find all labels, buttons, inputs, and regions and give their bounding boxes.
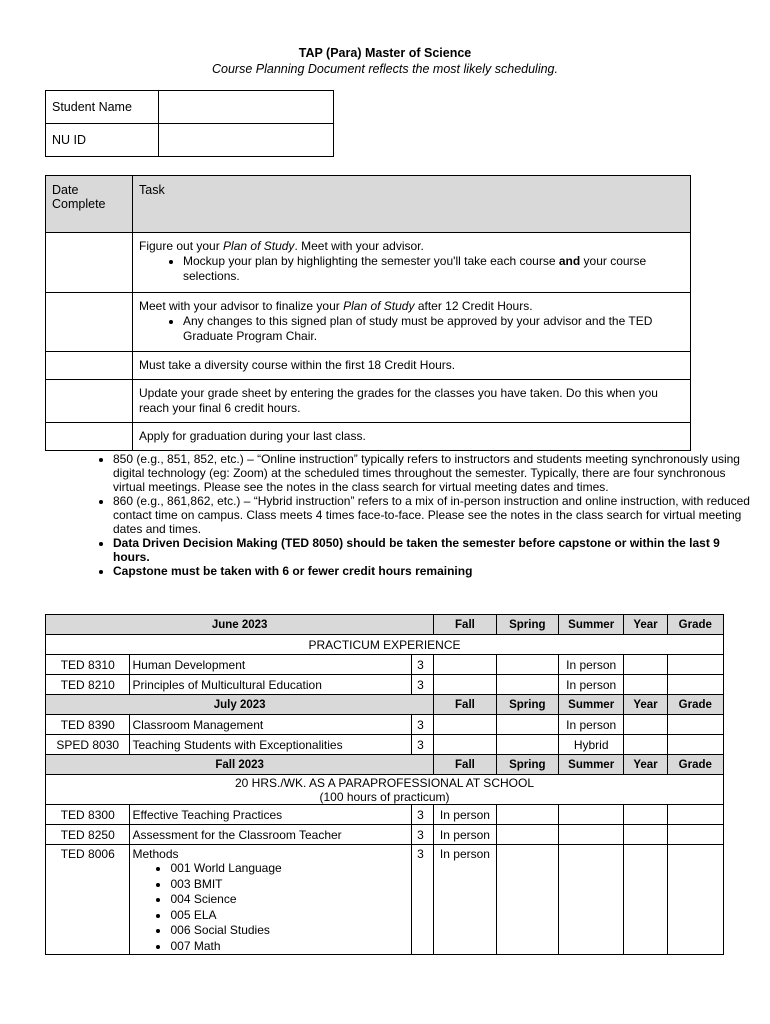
course-code: TED 8310: [46, 655, 130, 675]
col-grade: Grade: [667, 695, 723, 715]
list-item: • 004 Science: [170, 892, 409, 908]
grade-cell[interactable]: [667, 825, 723, 845]
col-summer: Summer: [558, 755, 623, 775]
grade-cell[interactable]: [667, 675, 723, 695]
grade-cell[interactable]: [667, 735, 723, 755]
list-item: • 007 Math: [170, 939, 409, 955]
fall-cell[interactable]: [434, 655, 496, 675]
task-checklist-table: [45, 175, 691, 451]
banner-line: 20 HRS./WK. AS A PARAPROFESSIONAL AT SCHOOL: [235, 776, 534, 790]
col-summer: Summer: [558, 695, 623, 715]
col-fall: Fall: [434, 755, 496, 775]
course-code: TED 8390: [46, 715, 130, 735]
date-complete-cell[interactable]: [46, 293, 133, 352]
spring-cell[interactable]: [496, 715, 558, 735]
note-online-instruction: • 850 (e.g., 851, 852, etc.) – “Online instruction” typically refers to instructors and students meeting synchronously using digital technology (eg: Zoom) at the scheduled times throughout the semester. Typically, there are four synchronous virtual meetings. Please see the notes in the class search for virtual meeting dates and times.: [113, 452, 753, 494]
summer-cell: In person: [558, 675, 623, 695]
course-title: Methods: [132, 847, 179, 861]
course-credits: 3: [412, 715, 434, 735]
course-title: Classroom Management: [130, 715, 412, 735]
list-item: • 003 BMIT: [170, 877, 409, 893]
section-header-row: [46, 755, 724, 775]
task-text: Figure out your: [139, 239, 224, 253]
grade-cell[interactable]: [667, 845, 723, 955]
date-complete-cell[interactable]: [46, 380, 133, 423]
section-label-june: June 2023: [46, 615, 434, 635]
course-title: Teaching Students with Exceptionalities: [130, 735, 412, 755]
col-fall: Fall: [434, 615, 496, 635]
year-cell[interactable]: [624, 805, 667, 825]
table-row: [46, 825, 724, 845]
date-complete-cell[interactable]: [46, 423, 133, 451]
course-code: TED 8006: [46, 845, 130, 955]
course-credits: 3: [412, 825, 434, 845]
spring-cell[interactable]: [496, 675, 558, 695]
section-label-july: July 2023: [46, 695, 434, 715]
banner-line: (100 hours of practicum): [319, 790, 450, 804]
note-capstone: • Capstone must be taken with 6 or fewer credit hours remaining: [113, 564, 753, 578]
year-cell[interactable]: [624, 845, 667, 955]
course-credits: 3: [412, 655, 434, 675]
course-code: SPED 8030: [46, 735, 130, 755]
document-title: TAP (Para) Master of Science: [298, 46, 472, 60]
course-code: TED 8300: [46, 805, 130, 825]
task-emphasis: Plan of Study: [223, 239, 295, 253]
course-code: TED 8210: [46, 675, 130, 695]
fall-cell: In person: [434, 825, 496, 845]
course-schedule-table: [45, 614, 724, 955]
course-credits: 3: [412, 735, 434, 755]
practicum-banner: PRACTICUM EXPERIENCE: [46, 635, 724, 655]
task-text: after 12 Credit Hours.: [414, 299, 533, 313]
spring-cell[interactable]: [496, 805, 558, 825]
col-year: Year: [624, 755, 667, 775]
date-complete-header: Date Complete: [46, 176, 133, 233]
course-credits: 3: [412, 675, 434, 695]
year-cell[interactable]: [624, 735, 667, 755]
table-row: [46, 735, 724, 755]
notes-list: [85, 452, 753, 578]
col-spring: Spring: [496, 615, 558, 635]
col-spring: Spring: [496, 695, 558, 715]
document-subtitle: Course Planning Document reflects the most likely scheduling.: [211, 62, 558, 76]
course-title: Effective Teaching Practices: [130, 805, 412, 825]
summer-cell: In person: [558, 655, 623, 675]
task-bold-word: and: [558, 254, 581, 268]
course-credits: 3: [412, 845, 434, 955]
spring-cell[interactable]: [496, 845, 558, 955]
course-title: Assessment for the Classroom Teacher: [130, 825, 412, 845]
task-update-grade-sheet: Update your grade sheet by entering the grades for the classes you have taken. Do this when you reach your final 6 credit hours.: [133, 380, 691, 423]
table-row: [46, 655, 724, 675]
summer-cell[interactable]: [558, 845, 623, 955]
col-fall: Fall: [434, 695, 496, 715]
table-row: [46, 715, 724, 735]
student-name-label: Student Name: [46, 91, 159, 124]
task-plan-of-study: [133, 233, 691, 293]
task-bullet: • Any changes to this signed plan of study must be approved by your advisor and the TED Graduate Program Chair.: [183, 314, 684, 344]
col-grade: Grade: [667, 755, 723, 775]
nu-id-label: NU ID: [46, 124, 159, 157]
list-item: • 006 Social Studies: [170, 923, 409, 939]
year-cell[interactable]: [624, 675, 667, 695]
task-header: Task: [133, 176, 691, 233]
section-header-row: [46, 615, 724, 635]
note-data-driven: • Data Driven Decision Making (TED 8050) should be taken the semester before capstone or within the last 9 hours.: [113, 536, 753, 564]
task-text: Meet with your advisor to finalize your: [139, 299, 344, 313]
grade-cell[interactable]: [667, 655, 723, 675]
spring-cell[interactable]: [496, 825, 558, 845]
col-summer: Summer: [558, 615, 623, 635]
task-emphasis: Plan of Study: [343, 299, 415, 313]
nu-id-field[interactable]: [159, 124, 334, 157]
fall-cell[interactable]: [434, 715, 496, 735]
spring-cell[interactable]: [496, 735, 558, 755]
list-item: • 001 World Language: [170, 861, 409, 877]
course-credits: 3: [412, 805, 434, 825]
grade-cell[interactable]: [667, 715, 723, 735]
student-name-field[interactable]: [159, 91, 334, 124]
table-row: [46, 845, 724, 955]
table-row: [46, 675, 724, 695]
course-title: Principles of Multicultural Education: [130, 675, 412, 695]
year-cell[interactable]: [624, 655, 667, 675]
methods-options-list: [132, 861, 409, 954]
section-header-row: [46, 695, 724, 715]
year-cell[interactable]: [624, 715, 667, 735]
methods-cell: [130, 845, 412, 955]
summer-cell: In person: [558, 715, 623, 735]
col-year: Year: [624, 695, 667, 715]
col-year: Year: [624, 615, 667, 635]
spring-cell[interactable]: [496, 655, 558, 675]
task-bullet: • Mockup your plan by highlighting the semester you'll take each course and your course selections.: [183, 254, 684, 284]
date-complete-cell[interactable]: [46, 352, 133, 380]
task-diversity-course: Must take a diversity course within the first 18 Credit Hours.: [133, 352, 691, 380]
grade-cell[interactable]: [667, 805, 723, 825]
col-spring: Spring: [496, 755, 558, 775]
fall-cell[interactable]: [434, 735, 496, 755]
task-text: . Meet with your advisor.: [294, 239, 424, 253]
year-cell[interactable]: [624, 825, 667, 845]
course-code: TED 8250: [46, 825, 130, 845]
student-info-table: [45, 90, 334, 157]
section-label-fall: Fall 2023: [46, 755, 434, 775]
fall-cell: In person: [434, 805, 496, 825]
paraprofessional-banner: [46, 775, 724, 805]
date-complete-cell[interactable]: [46, 233, 133, 293]
fall-cell[interactable]: [434, 675, 496, 695]
col-grade: Grade: [667, 615, 723, 635]
summer-cell[interactable]: [558, 825, 623, 845]
course-title: Human Development: [130, 655, 412, 675]
summer-cell: Hybrid: [558, 735, 623, 755]
note-hybrid-instruction: • 860 (e.g., 861,862, etc.) – “Hybrid instruction” refers to a mix of in-person instruction and online instruction, with reduced contact time on campus. Class meets 4 times face-to-face. Please see the notes in the class search for virtual meeting dates and times.: [113, 494, 753, 536]
task-finalize-plan: [133, 293, 691, 352]
task-apply-graduation: Apply for graduation during your last class.: [133, 423, 691, 451]
summer-cell[interactable]: [558, 805, 623, 825]
list-item: • 005 ELA: [170, 908, 409, 924]
table-row: [46, 805, 724, 825]
fall-cell: In person: [434, 845, 496, 955]
